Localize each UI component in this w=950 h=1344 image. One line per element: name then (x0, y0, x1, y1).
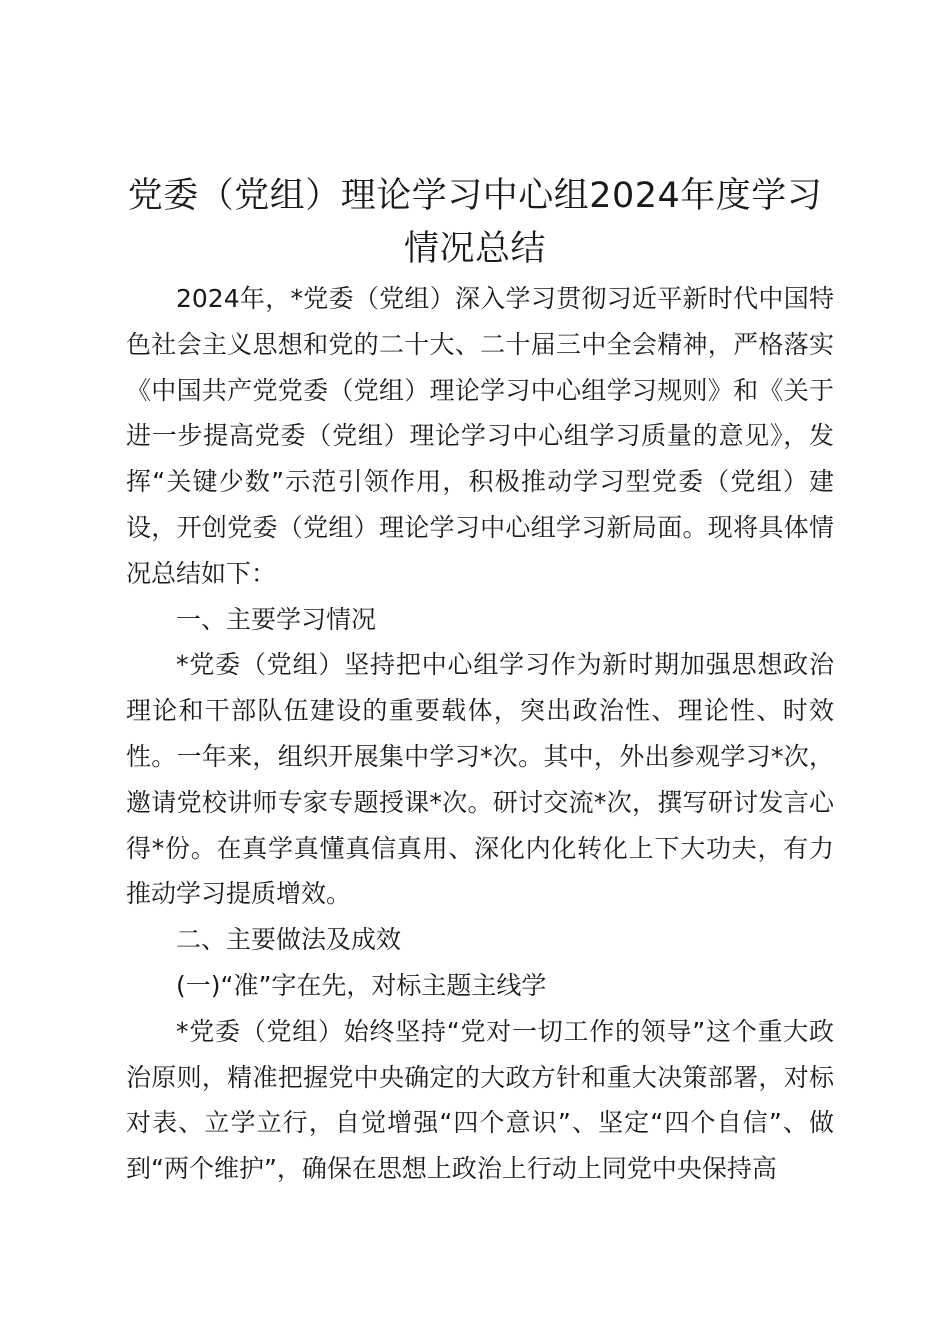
section-heading-2: 二、主要做法及成效 (176, 925, 402, 955)
document-body (126, 276, 834, 1192)
subsection-heading-1: (一)“准”字在先，对标主题主线学 (176, 970, 547, 1000)
document-title: 党委（党组）理论学习中心组2024年度学习情况总结 (127, 176, 823, 269)
study-summary-paragraph: *党委（党组）坚持把中心组学习作为新时期加强思想政治理论和干部队伍建设的重要载体，突出政治性、理论性、时效性。一年来，组织开展集中学习*次。其中，外出参观学习*次，邀请党校讲师专家专题授课*次。研讨交流*次，撰写研讨发言心得*份。在真学真懂真信真用、深化内化转化上下大功夫，有力推动学习提质增效。 (126, 650, 834, 909)
intro-paragraph: 2024年，*党委（党组）深入学习贯彻习近平新时代中国特色社会主义思想和党的二十大、二十届三中全会精神，严格落实《中国共产党党委（党组）理论学习中心组学习规则》和《关于进一步提高党委（党组）理论学习中心组学习质量的意见》，发挥“关键少数”示范引领作用，积极推动学习型党委（党组）建设，开创党委（党组）理论学习中心组学习新局面。现将具体情况总结如下： (126, 284, 834, 588)
subsection-paragraph-1: *党委（党组）始终坚持“党对一切工作的领导”这个重大政治原则，精准把握党中央确定的大政方针和重大决策部署，对标对表、立学立行，自觉增强“四个意识”、坚定“四个自信”、做到“两个维护”，确保在思想上政治上行动上同党中央保持高 (126, 1016, 834, 1184)
section-heading-1: 一、主要学习情况 (176, 604, 377, 634)
